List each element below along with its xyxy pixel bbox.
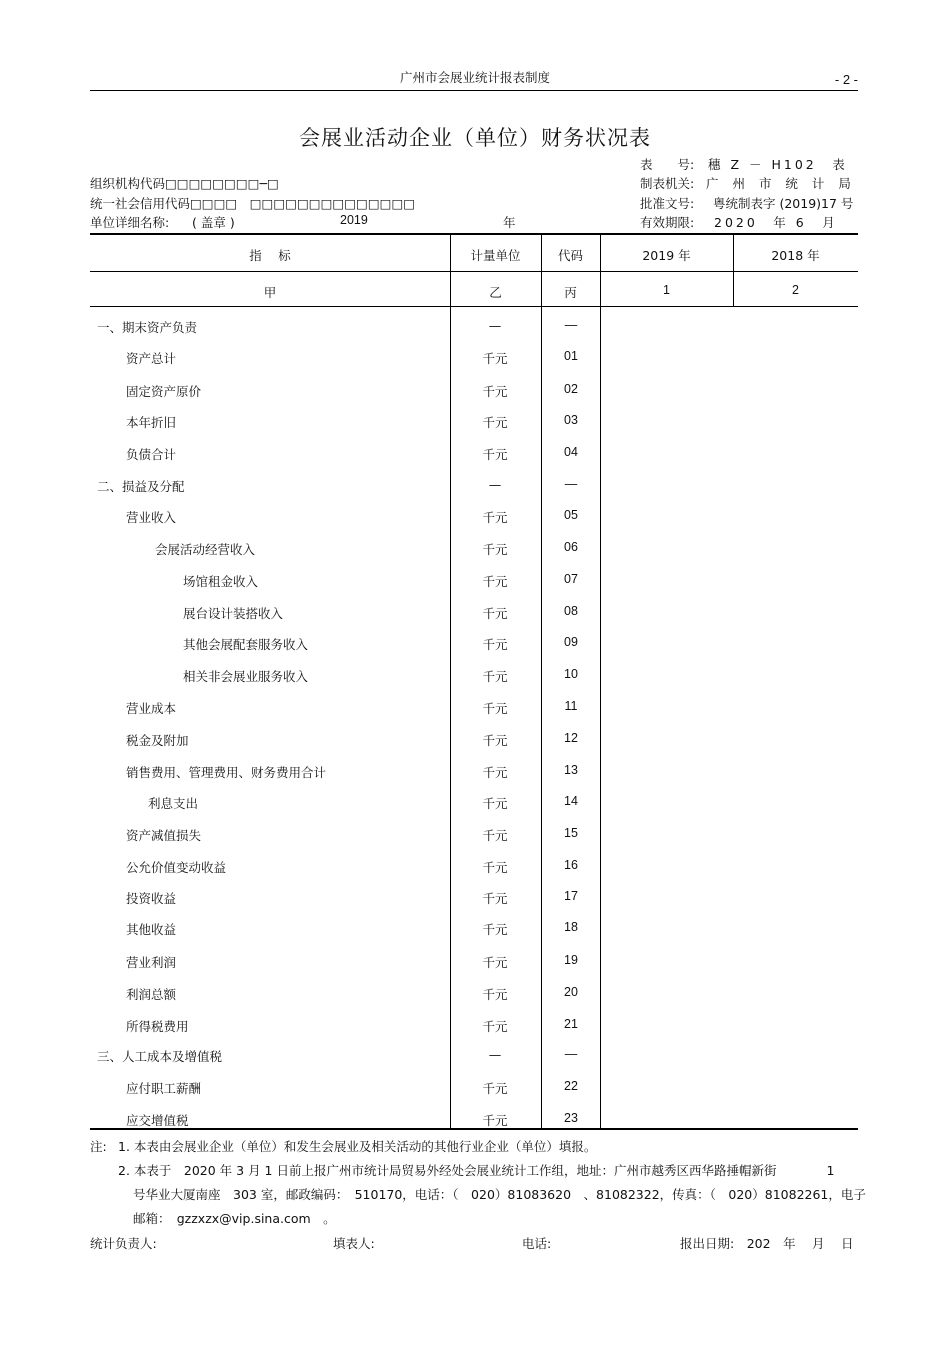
seal-label: ( 盖章 ) xyxy=(192,215,235,230)
subheader-unit: 乙 xyxy=(489,285,502,300)
row-name: 会展活动经营收入 xyxy=(155,542,256,557)
row-code: 12 xyxy=(564,731,578,745)
row-name: 公允价值变动收益 xyxy=(126,860,227,875)
row-unit: 千元 xyxy=(482,1019,508,1034)
row-code: 22 xyxy=(564,1079,578,1093)
subheader-indicator: 甲 xyxy=(263,285,277,300)
row-unit: 千元 xyxy=(482,955,508,970)
issuer-label: 制表机关: xyxy=(640,176,695,191)
row-unit: — xyxy=(488,318,502,333)
row-code: 17 xyxy=(564,889,578,903)
table-top-rule xyxy=(90,233,858,235)
row-unit: 千元 xyxy=(482,606,508,621)
row-name: 相关非会展业服务收入 xyxy=(183,669,309,684)
row-name: 负债合计 xyxy=(126,447,177,462)
row-name: 营业成本 xyxy=(126,701,177,716)
report-year: 2019 xyxy=(340,213,368,227)
header-indicator: 指 标 xyxy=(249,248,291,263)
validity-label: 有效期限: xyxy=(640,215,695,230)
header-year-2018: 2018 年 xyxy=(771,248,820,263)
note-line-4: 邮箱： gzzxzx@vip.sina.com 。 xyxy=(133,1211,336,1226)
note-line-1: 1. 本表由会展业企业（单位）和发生会展业及相关活动的其他行业企业（单位）填报。 xyxy=(118,1139,597,1154)
row-name: 营业利润 xyxy=(126,955,177,970)
row-code: 19 xyxy=(564,953,578,967)
footer-stat-head: 统计负责人: xyxy=(90,1236,157,1251)
issuer-value: 广 州 市 统 计 局 xyxy=(706,176,856,191)
row-name: 投资收益 xyxy=(126,891,177,906)
row-unit: — xyxy=(488,477,502,492)
row-code: 16 xyxy=(564,858,578,872)
row-name: 利润总额 xyxy=(126,987,177,1002)
validity-value: 2020 年 6 月 xyxy=(714,215,838,230)
header-row-rule xyxy=(90,271,858,272)
row-code: 01 xyxy=(564,349,578,363)
row-name: 应交增值税 xyxy=(126,1113,189,1128)
row-unit: 千元 xyxy=(482,891,508,906)
subheader-col-1: 1 xyxy=(663,283,670,297)
unit-name-label: 单位详细名称: xyxy=(90,215,170,230)
row-code: 06 xyxy=(564,540,578,554)
row-name: 所得税费用 xyxy=(126,1019,189,1034)
note-line-3: 号华业大厦南座 303 室，邮政编码： 510170，电话：（ 020）81083620 、81082322，传真：（ 020）81082261，电子 xyxy=(133,1187,866,1202)
row-code: 13 xyxy=(564,763,578,777)
row-name: 资产总计 xyxy=(126,351,177,366)
note-line-2: 2. 本表于 2020 年 3 月 1 日前上报广州市统计局贸易外经处会展业统计工作组，地址：广州市越秀区西华路捶帽新街 1 xyxy=(118,1163,835,1178)
row-unit: 千元 xyxy=(482,922,508,937)
notes-label: 注: xyxy=(90,1139,107,1154)
org-code-label: 组织机构代码□□□□□□□□─□ xyxy=(90,176,279,191)
header-year-2019: 2019 年 xyxy=(642,248,691,263)
row-unit: 千元 xyxy=(482,987,508,1002)
row-code: 20 xyxy=(564,985,578,999)
row-code: 02 xyxy=(564,382,578,396)
row-unit: 千元 xyxy=(482,351,508,366)
row-code: 09 xyxy=(564,635,578,649)
row-unit: 千元 xyxy=(482,637,508,652)
header-rule xyxy=(90,90,858,91)
row-code: 08 xyxy=(564,604,578,618)
approval-label: 批准文号: xyxy=(640,196,695,211)
row-unit: 千元 xyxy=(482,1081,508,1096)
footer-filler: 填表人: xyxy=(333,1236,375,1251)
row-name: 一、期末资产负责 xyxy=(97,320,198,335)
row-unit: 千元 xyxy=(482,510,508,525)
row-unit: — xyxy=(488,1047,502,1062)
row-code: 03 xyxy=(564,413,578,427)
form-number-value: 穗 Z － H102 表 xyxy=(708,157,848,172)
row-name: 本年折旧 xyxy=(126,415,177,430)
row-code: 10 xyxy=(564,667,578,681)
row-code: 23 xyxy=(564,1111,578,1125)
row-code: 21 xyxy=(564,1017,578,1031)
credit-code-label: 统一社会信用代码□□□□ □□□□□□□□□□□□□□ xyxy=(90,196,416,211)
row-unit: 千元 xyxy=(482,447,508,462)
row-name: 其他会展配套服务收入 xyxy=(183,637,309,652)
header-unit: 计量单位 xyxy=(470,248,521,263)
row-name: 税金及附加 xyxy=(126,733,189,748)
row-code: 07 xyxy=(564,572,578,586)
row-name: 资产减值损失 xyxy=(126,828,202,843)
row-unit: 千元 xyxy=(482,796,508,811)
report-year-unit: 年 xyxy=(503,215,516,230)
subheader-code: 丙 xyxy=(564,285,577,300)
row-unit: 千元 xyxy=(482,669,508,684)
approval-value: 粤统制表字 (2019)17 号 xyxy=(713,196,854,211)
subheader-row-rule xyxy=(90,306,858,307)
row-name: 营业收入 xyxy=(126,510,177,525)
row-unit: 千元 xyxy=(482,733,508,748)
row-name: 应付职工薪酬 xyxy=(126,1081,202,1096)
row-name: 其他收益 xyxy=(126,922,177,937)
row-code: 14 xyxy=(564,794,578,808)
row-name: 固定资产原价 xyxy=(126,384,202,399)
row-unit: 千元 xyxy=(482,384,508,399)
row-unit: 千元 xyxy=(482,1113,508,1128)
footer-phone: 电话: xyxy=(522,1236,552,1251)
footer-report-date: 报出日期: 202 年 月 日 xyxy=(680,1236,854,1251)
header-code: 代码 xyxy=(557,248,583,263)
row-code: — xyxy=(564,1047,578,1061)
form-title: 会展业活动企业（单位）财务状况表 xyxy=(299,126,651,150)
document-header-title: 广州市会展业统计报表制度 xyxy=(399,70,550,85)
row-name: 销售费用、管理费用、财务费用合计 xyxy=(126,765,327,780)
row-code: 05 xyxy=(564,508,578,522)
row-code: — xyxy=(564,477,578,491)
row-code: 15 xyxy=(564,826,578,840)
row-unit: 千元 xyxy=(482,542,508,557)
row-name: 场馆租金收入 xyxy=(183,574,259,589)
page-number: - 2 - xyxy=(834,72,858,87)
row-unit: 千元 xyxy=(482,828,508,843)
row-name: 利息支出 xyxy=(148,796,199,811)
row-code: — xyxy=(564,318,578,332)
row-unit: 千元 xyxy=(482,765,508,780)
row-unit: 千元 xyxy=(482,860,508,875)
subheader-col-2: 2 xyxy=(792,283,799,297)
row-code: 18 xyxy=(564,920,578,934)
row-name: 三、人工成本及增值税 xyxy=(97,1049,223,1064)
row-code: 11 xyxy=(564,699,578,713)
row-unit: 千元 xyxy=(482,415,508,430)
row-unit: 千元 xyxy=(482,574,508,589)
row-name: 二、损益及分配 xyxy=(97,479,185,494)
row-unit: 千元 xyxy=(482,701,508,716)
row-name: 展台设计装搭收入 xyxy=(183,606,284,621)
form-number-label: 表 号: xyxy=(640,157,695,172)
row-code: 04 xyxy=(564,445,578,459)
